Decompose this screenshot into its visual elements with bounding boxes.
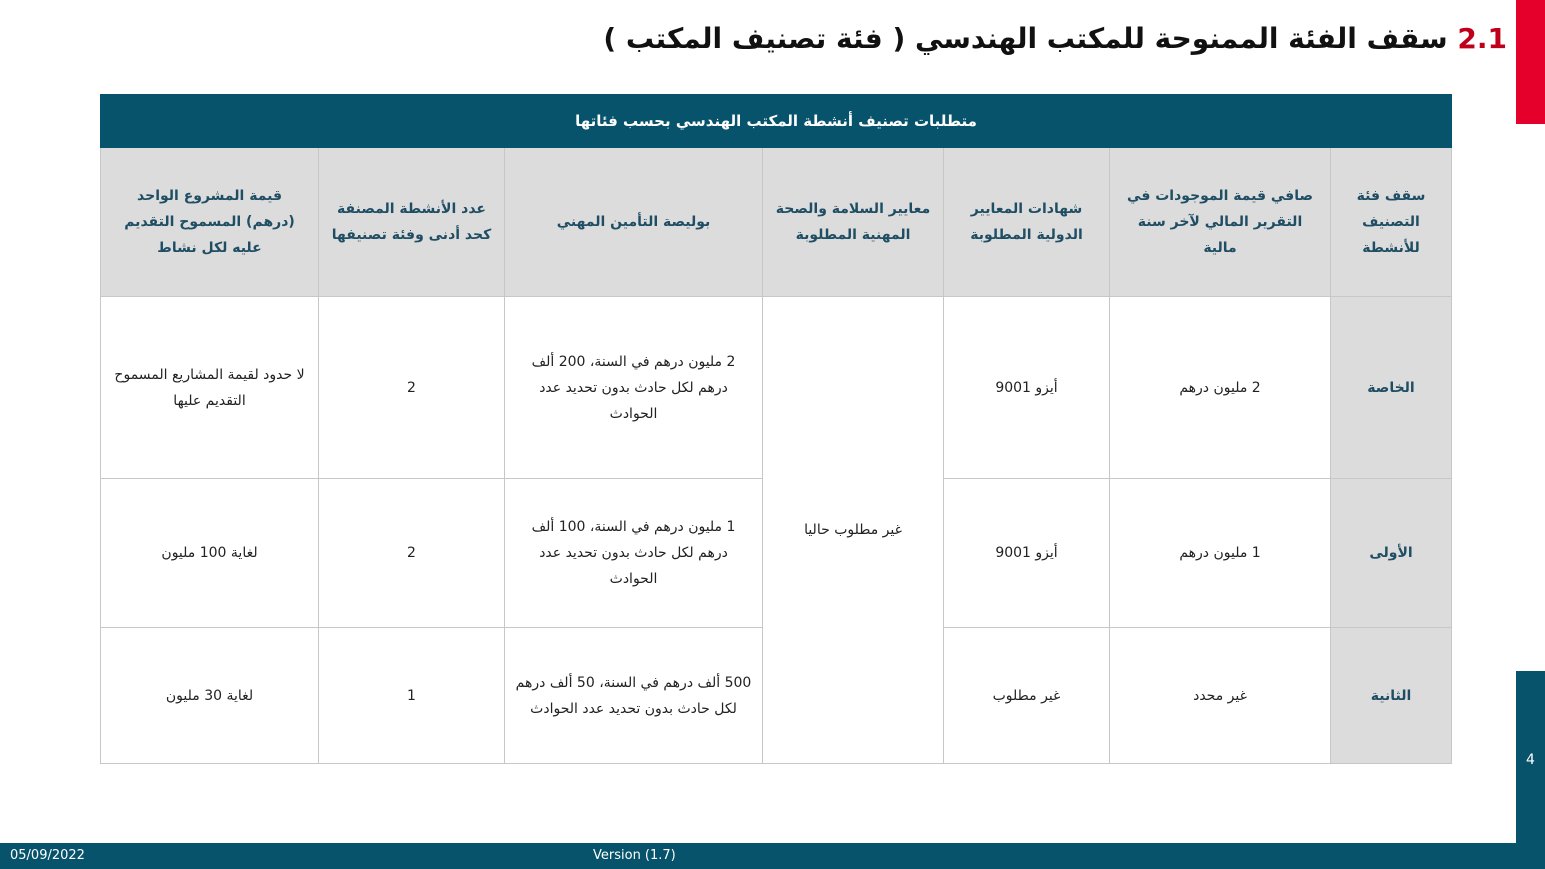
title-number: 2.1 [1457, 22, 1507, 55]
cell-certificates: أيزو 9001 [944, 297, 1110, 479]
cell-project-value: لغاية 30 مليون [101, 628, 319, 764]
cell-activities: 2 [319, 479, 505, 628]
title-text: سقف الفئة الممنوحة للمكتب الهندسي ( فئة تصنيف المكتب ) [603, 22, 1448, 55]
cell-insurance: 2 مليون درهم في السنة، 200 ألف درهم لكل حادث بدون تحديد عدد الحوادث [505, 297, 763, 479]
page-title [603, 22, 1507, 55]
page-number: 4 [1526, 752, 1535, 768]
row-category: الأولى [1331, 479, 1452, 628]
cell-certificates: غير مطلوب [944, 628, 1110, 764]
cell-net-assets: 2 مليون درهم [1110, 297, 1331, 479]
cell-net-assets: غير محدد [1110, 628, 1331, 764]
cell-net-assets: 1 مليون درهم [1110, 479, 1331, 628]
header-safety: معايير السلامة والصحة المهنية المطلوبة [763, 148, 944, 297]
accent-bar-top [1516, 0, 1545, 124]
requirements-table [100, 94, 1452, 764]
cell-activities: 1 [319, 628, 505, 764]
cell-insurance: 500 ألف درهم في السنة، 50 ألف درهم لكل حادث بدون تحديد عدد الحوادث [505, 628, 763, 764]
cell-project-value: لغاية 100 مليون [101, 479, 319, 628]
header-net-assets: صافي قيمة الموجودات في التقرير المالي لآخر سنة مالية [1110, 148, 1331, 297]
header-category: سقف فئة التصنيف للأنشطة [1331, 148, 1452, 297]
header-insurance: بوليصة التأمين المهني [505, 148, 763, 297]
footer-date: 05/09/2022 [10, 848, 85, 863]
header-project-value: قيمة المشروع الواحد (درهم) المسموح التقديم عليه لكل نشاط [101, 148, 319, 297]
cell-insurance: 1 مليون درهم في السنة، 100 ألف درهم لكل حادث بدون تحديد عدد الحوادث [505, 479, 763, 628]
header-certificates: شهادات المعايير الدولية المطلوبة [944, 148, 1110, 297]
footer-version: Version (1.7) [593, 848, 676, 863]
table-caption: متطلبات تصنيف أنشطة المكتب الهندسي بحسب فئاتها [101, 95, 1452, 148]
row-category: الخاصة [1331, 297, 1452, 479]
cell-safety-merged: غير مطلوب حاليا [763, 297, 944, 764]
accent-bar-bottom [1516, 671, 1545, 869]
cell-certificates: أيزو 9001 [944, 479, 1110, 628]
header-activities: عدد الأنشطة المصنفة كحد أدنى وفئة تصنيفها [319, 148, 505, 297]
cell-project-value: لا حدود لقيمة المشاريع المسموح التقديم عليها [101, 297, 319, 479]
table-row [101, 297, 1452, 479]
row-category: الثانية [1331, 628, 1452, 764]
table-header-row [101, 148, 1452, 297]
cell-activities: 2 [319, 297, 505, 479]
footer-bar [0, 843, 1516, 869]
